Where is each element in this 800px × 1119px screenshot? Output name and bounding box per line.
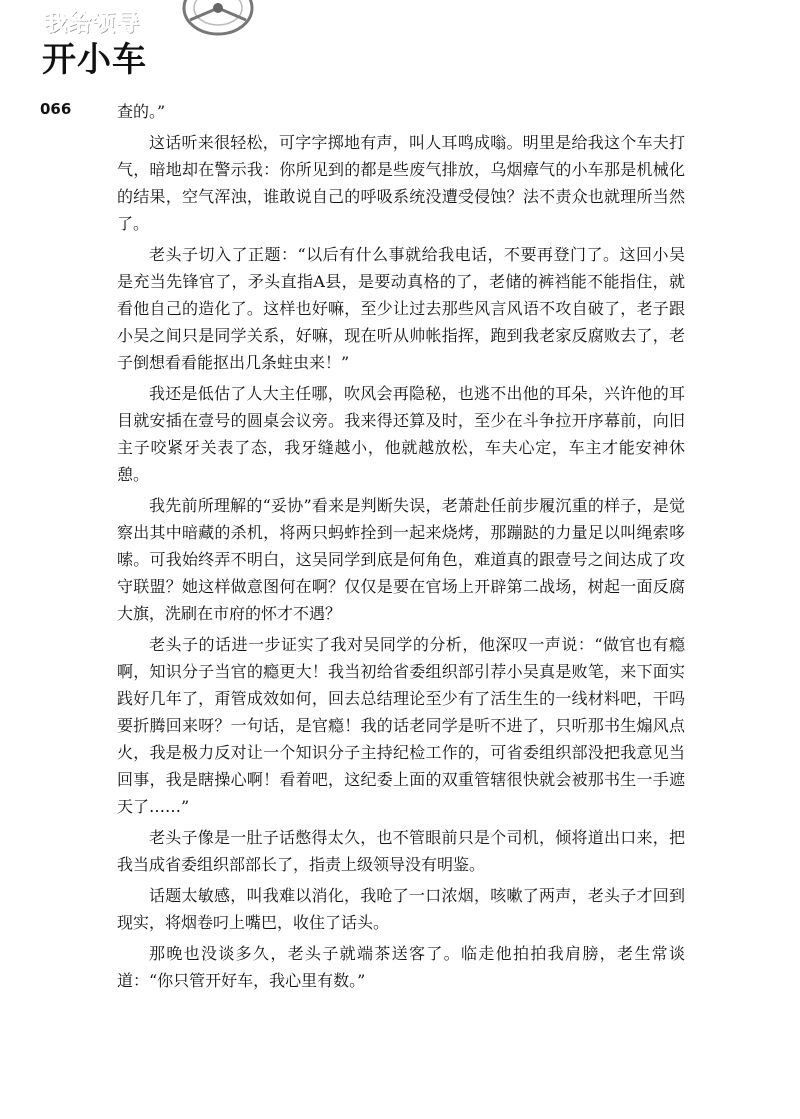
series-title-line2: 开小车 — [42, 40, 147, 80]
page-number: 066 — [40, 100, 72, 118]
steering-wheel-icon — [178, 0, 258, 40]
paragraph: 老头子的话进一步证实了我对吴同学的分析，他深叹一声说：“做官也有瘾啊，知识分子当官的瘾更大！我当初给省委组织部引荐小吴真是败笔，来下面实践好几年了，甭管成效如何，回去总结理论至少有了活生生的一线材料吧，干吗要折腾回来呀？一句话，是官瘾！我的话老同学是听不进了，只听那书生煽风点火，我是极力反对让一个知识分子主持纪检工作的，可省委组织部没把我意见当回事，我是瞎操心啊！看着吧，这纪委上面的双重管辖很快就会被那书生一手遮天了……” — [117, 635, 685, 816]
series-title-line1: 我给领导 — [44, 10, 140, 36]
paragraph: 我还是低估了人大主任哪，吹风会再隐秘，也逃不出他的耳朵，兴许他的耳目就安插在壹号的圆桌会议旁。我来得还算及时，至少在斗争拉开序幕前，向旧主子咬紧牙关表了态，我牙缝越小，他就越放松，车夫心定，车主才能安神休憩。 — [117, 384, 685, 484]
paragraph: 老头子切入了正题：“以后有什么事就给我电话，不要再登门了。这回小吴是充当先锋官了，矛头直指A县，是要动真格的了，老储的裤裆能不能指住，就看他自己的造化了。这样也好嘛，至少让过去那些风言风语不攻自破了，老子跟小吴之间只是同学关系，好嘛，现在听从帅帐指挥，跑到我老家反腐败去了，老子倒想看看能抠出几条蛀虫来！” — [117, 245, 685, 372]
series-logo — [38, 2, 218, 80]
paragraph: 那晚也没谈多久，老头子就端茶送客了。临走他拍拍我肩膀，老生常谈道：“你只管开好车，我心里有数。” — [117, 944, 685, 990]
body-text — [117, 98, 685, 998]
paragraph: 查的。” — [117, 102, 166, 121]
paragraph: 话题太敏感，叫我难以消化，我呛了一口浓烟，咳嗽了两声，老头子才回到现实，将烟卷叼上嘴巴，收住了话头。 — [117, 886, 685, 932]
paragraph: 我先前所理解的“妥协”看来是判断失误，老萧赴任前步履沉重的样子，是觉察出其中暗藏的杀机，将两只蚂蚱拴到一起来烧烤，那蹦跶的力量足以叫绳索哆嗦。可我始终弄不明白，这吴同学到底是何角色，难道真的跟壹号之间达成了攻守联盟？她这样做意图何在啊？仅仅是要在官场上开辟第二战场，树起一面反腐大旗，洗刷在市府的怀才不遇？ — [117, 496, 685, 623]
paragraph: 这话听来很轻松，可字字掷地有声，叫人耳鸣成嗡。明里是给我这个车夫打气，暗地却在警示我：你所见到的都是些废气排放，乌烟瘴气的小车那是机械化的结果，空气浑浊，谁敢说自己的呼吸系统没遭受侵蚀？法不责众也就理所当然了。 — [117, 133, 685, 233]
paragraph: 老头子像是一肚子话憋得太久，也不管眼前只是个司机，倾将道出口来，把我当成省委组织部部长了，指责上级领导没有明鉴。 — [117, 828, 685, 874]
